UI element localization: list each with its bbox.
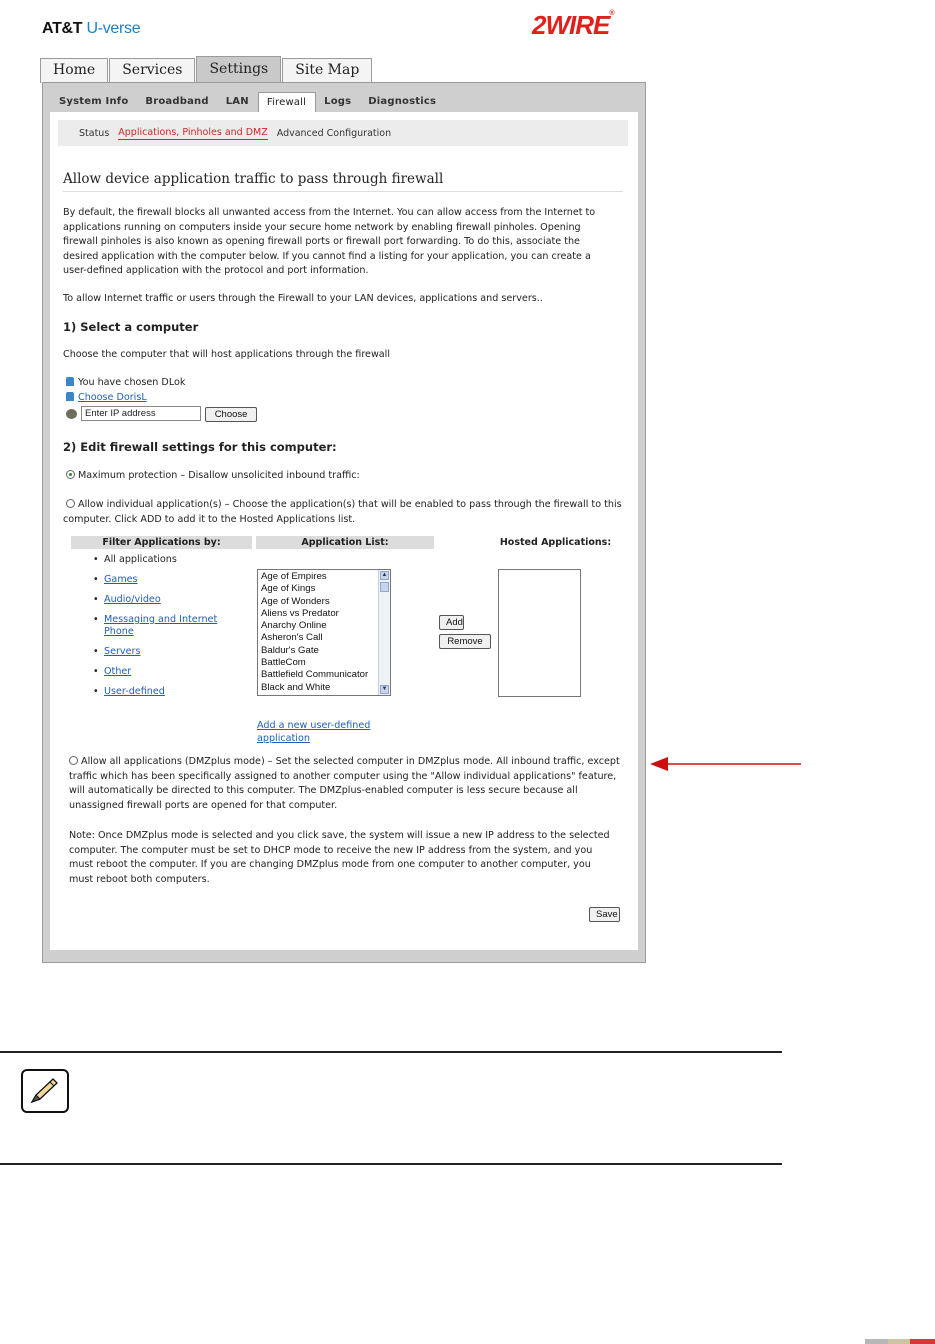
section-2-title: 2) Edit firewall settings for this computer:: [63, 440, 337, 454]
save-button[interactable]: Save: [589, 907, 620, 922]
page-title: Allow device application traffic to pass through firewall: [63, 171, 623, 192]
filter-messaging[interactable]: • Messaging and Internet Phone: [104, 614, 228, 638]
computer-icon: [66, 377, 74, 386]
note-top-rule: [0, 1051, 782, 1053]
scroll-up-icon[interactable]: ▲: [381, 572, 388, 578]
list-item[interactable]: Battlefield Communicator: [261, 669, 369, 681]
list-item[interactable]: BattleCom: [261, 657, 306, 669]
list-item[interactable]: Age of Wonders: [261, 595, 330, 607]
note-bottom-rule: [0, 1163, 782, 1165]
subtab-lan[interactable]: LAN: [225, 96, 249, 107]
add-user-defined-link[interactable]: Add a new user-defined application: [257, 720, 371, 744]
pencil-icon: [21, 1069, 69, 1113]
scroll-down-icon[interactable]: ▼: [381, 686, 388, 692]
dmz-radio[interactable]: [69, 756, 78, 765]
list-item[interactable]: Asheron's Call: [261, 632, 323, 644]
subtab-diagnostics[interactable]: Diagnostics: [368, 96, 437, 107]
ip-address-input[interactable]: [81, 406, 201, 421]
sub-tabs: [51, 92, 445, 113]
list-item[interactable]: Age of Kings: [261, 583, 316, 595]
subtab-firewall[interactable]: Firewall: [258, 92, 316, 113]
dmz-option[interactable]: Allow all applications (DMZplus mode) – Set the selected computer in DMZplus mode. All inbound traffic, except traffic which has been specifically assigned to another computer using the "Allow individual applications" feature, will automatically be directed to this computer. The DMZplus-enabled computer is less secure because all unassigned firewall ports are opened for that computer.: [69, 756, 620, 811]
red-arrow-icon: [650, 755, 801, 773]
max-protection-radio[interactable]: [66, 470, 75, 479]
subtab-broadband[interactable]: Broadband: [145, 96, 209, 107]
subtab-logs[interactable]: Logs: [324, 96, 352, 107]
filter-header: Filter Applications by:: [71, 536, 252, 549]
remove-button[interactable]: Remove: [439, 634, 491, 649]
add-button[interactable]: Add: [439, 615, 464, 630]
tab-home[interactable]: Home: [40, 58, 108, 83]
hosted-applications-list[interactable]: [498, 569, 581, 697]
filter-list: [104, 554, 228, 706]
section-1-title: 1) Select a computer: [63, 320, 199, 334]
filter-user-defined[interactable]: • User-defined: [104, 686, 228, 698]
att-uverse-logo: AT&T U-verse: [42, 20, 141, 37]
scrollbar[interactable]: [378, 570, 390, 695]
main-tabs: [40, 58, 373, 83]
list-item[interactable]: Baldur's Gate: [261, 644, 319, 656]
filter-all[interactable]: • All applications: [104, 554, 228, 566]
footer-color-bar: [865, 1339, 935, 1344]
filter-servers[interactable]: • Servers: [104, 646, 228, 658]
intro-text-2: To allow Internet traffic or users through the Firewall to your LAN devices, applications and servers..: [63, 293, 543, 304]
dmz-note: Note: Once DMZplus mode is selected and you click save, the system will issue a new IP address to the selected computer. The computer must be set to DHCP mode to receive the new IP address from the system, and you must reboot the computer. If you are changing DMZplus mode from one computer to another computer, you must reboot both computers.: [69, 830, 610, 885]
tab-settings[interactable]: Settings: [196, 56, 281, 83]
filter-games[interactable]: • Games: [104, 574, 228, 586]
choose-dorisl-link[interactable]: Choose DorisL: [78, 392, 147, 403]
choose-computer-row: [66, 391, 147, 406]
tab-services[interactable]: Services: [109, 58, 195, 83]
firewall-subnav: [58, 120, 628, 146]
allow-individual-radio[interactable]: [66, 499, 75, 508]
tab-site-map[interactable]: Site Map: [282, 58, 372, 83]
subnav-status[interactable]: Status: [79, 127, 110, 139]
list-item[interactable]: Aliens vs Predator: [261, 607, 339, 619]
subtab-system-info[interactable]: System Info: [59, 96, 129, 107]
ip-row: [66, 406, 257, 422]
filter-other[interactable]: • Other: [104, 666, 228, 678]
list-item[interactable]: Age of Empires: [261, 571, 327, 582]
subnav-advanced[interactable]: Advanced Configuration: [276, 127, 392, 139]
scroll-thumb[interactable]: [380, 582, 389, 592]
subnav-applications[interactable]: Applications, Pinholes and DMZ: [118, 126, 268, 138]
section-1-desc: Choose the computer that will host applications through the firewall: [63, 349, 391, 360]
intro-text: By default, the firewall blocks all unwanted access from the Internet. You can allow access from the Internet to applications running on computers inside your secure home network by enabling firewall pinholes. Opening firewall pinholes is also known as opening firewall ports or firewall port forwarding. To do this, associate the desired application with the computer below. If you cannot find a listing for your application, you can create a user-defined application with the protocol and port information.: [63, 207, 596, 276]
filter-audio-video[interactable]: • Audio/video: [104, 594, 228, 606]
allow-individual-option[interactable]: Allow individual application(s) – Choose the application(s) that will be enabled to pass through the firewall to this computer. Click ADD to add it to the Hosted Applications list.: [63, 499, 622, 525]
network-icon: [66, 409, 77, 419]
2wire-logo: 2WIRE®: [532, 10, 614, 40]
list-item[interactable]: Anarchy Online: [261, 620, 327, 632]
application-list[interactable]: [257, 569, 391, 696]
list-item[interactable]: Black and White: [261, 681, 331, 693]
chosen-computer: You have chosen DLok: [66, 376, 185, 391]
applist-header: Application List:: [256, 536, 434, 549]
max-protection-option[interactable]: Maximum protection – Disallow unsolicited inbound traffic:: [66, 469, 360, 484]
hosted-header: Hosted Applications:: [499, 537, 612, 548]
computer-icon: [66, 392, 74, 401]
choose-button[interactable]: Choose: [205, 407, 257, 422]
